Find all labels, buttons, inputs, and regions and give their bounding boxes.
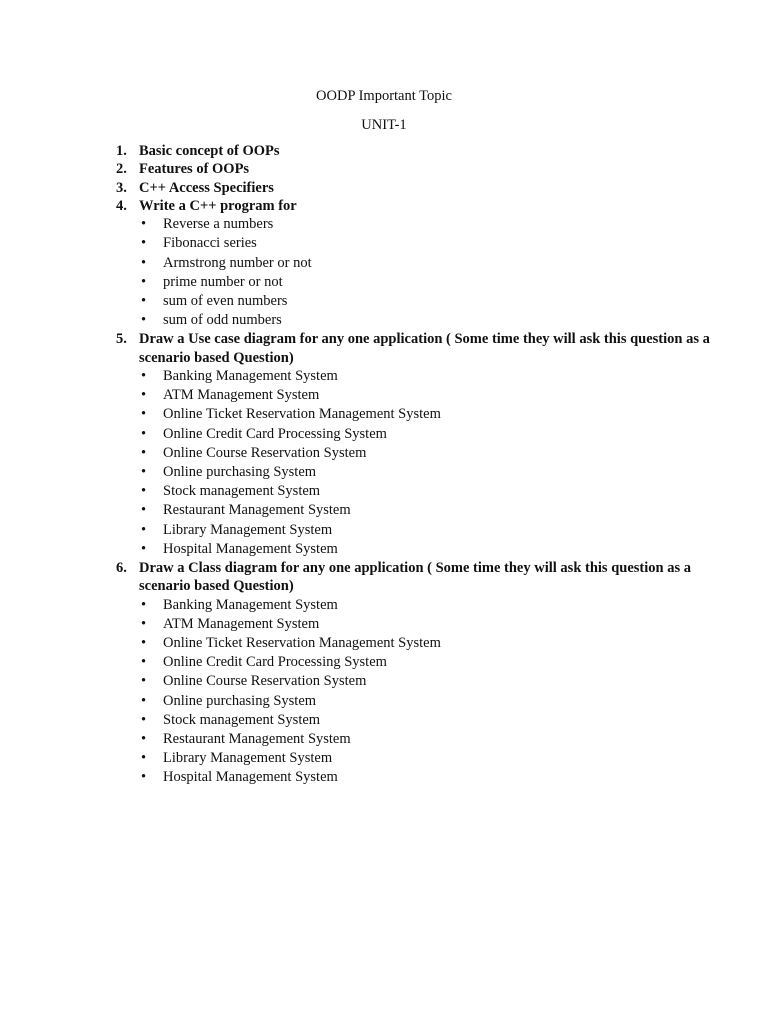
bullet-icon: •	[141, 406, 147, 423]
unit-heading: UNIT-1	[361, 117, 407, 133]
subtopic-item	[139, 521, 716, 540]
topic-text: Write a C++ program for	[139, 197, 297, 214]
bullet-icon: •	[141, 464, 147, 481]
bullet-icon: •	[141, 731, 147, 748]
bullet-icon: •	[141, 521, 147, 538]
bullet-icon: •	[141, 216, 147, 233]
subtopic-item	[139, 672, 716, 691]
bullet-icon: •	[141, 483, 147, 500]
subtopic-text: Hospital Management System	[163, 769, 338, 786]
subtopic-text: sum of even numbers	[163, 293, 288, 309]
bullet-icon: •	[141, 502, 147, 519]
bullet-icon: •	[141, 293, 147, 309]
topic-number: 6.	[116, 560, 127, 577]
subtopic-item	[139, 615, 716, 634]
bullet-icon: •	[141, 692, 147, 709]
subtopic-text: Fibonacci series	[163, 235, 257, 252]
bullet-icon: •	[141, 635, 147, 652]
bullet-icon: •	[141, 444, 147, 461]
subtopic-text: Banking Management System	[163, 368, 338, 384]
subtopic-text: Library Management System	[163, 750, 333, 767]
subtopic-item	[139, 386, 716, 405]
subtopic-item	[139, 692, 716, 711]
bullet-icon: •	[141, 615, 147, 632]
subtopic-text: prime number or not	[163, 273, 283, 290]
topic-item	[116, 160, 716, 178]
document-title: OODP Important Topic	[316, 88, 452, 104]
subtopic-text: sum of odd numbers	[163, 312, 282, 329]
bullet-icon: •	[141, 368, 147, 384]
subtopic-item	[139, 254, 716, 273]
bullet-icon: •	[141, 235, 147, 252]
subtopic-text: Online Ticket Reservation Management System	[163, 635, 441, 652]
topic-list	[116, 142, 716, 788]
subtopic-text: Online Credit Card Processing System	[163, 425, 387, 442]
subtopic-item	[139, 482, 716, 501]
bullet-icon: •	[141, 750, 147, 767]
subtopic-item	[139, 653, 716, 672]
subtopic-text: ATM Management System	[163, 387, 320, 404]
bullet-icon: •	[141, 540, 147, 557]
topic-item	[116, 179, 716, 197]
subtopic-item	[139, 234, 716, 253]
subtopic-text: Library Management System	[163, 521, 333, 538]
topic-text: C++ Access Specifiers	[139, 179, 274, 196]
subtopic-item	[139, 292, 716, 311]
subtopic-item	[139, 540, 716, 559]
subtopic-item	[139, 311, 716, 330]
subtopic-item	[139, 405, 716, 424]
subtopic-text: Online purchasing System	[163, 692, 317, 709]
topic-text: Draw a Use case diagram for any one application ( Some time they will ask this question as a scenario based Question)	[139, 331, 710, 366]
bullet-icon: •	[141, 654, 147, 671]
topic-item	[116, 142, 716, 160]
subtopic-text: Banking Management System	[163, 596, 338, 613]
topic-text: Features of OOPs	[139, 161, 250, 178]
topic-item	[116, 330, 716, 559]
subtopic-text: Online purchasing System	[163, 464, 317, 481]
subtopic-text: Reverse a numbers	[163, 216, 274, 233]
topic-number: 2.	[116, 161, 127, 178]
subtopic-item	[139, 273, 716, 292]
bullet-icon: •	[141, 596, 147, 613]
subtopic-text: Restaurant Management System	[163, 731, 351, 748]
subtopic-text: Stock management System	[163, 711, 321, 728]
topic-number: 3.	[116, 179, 127, 196]
subtopic-item	[139, 444, 716, 463]
subtopic-item	[139, 215, 716, 234]
subtopic-item	[139, 425, 716, 444]
subtopic-list	[139, 367, 716, 559]
bullet-icon: •	[141, 711, 147, 728]
subtopic-item	[139, 768, 716, 787]
subtopic-item	[139, 463, 716, 482]
bullet-icon: •	[141, 254, 147, 271]
subtopic-text: Restaurant Management System	[163, 502, 351, 519]
subtopic-text: Armstrong number or not	[163, 254, 312, 271]
subtopic-text: Online Course Reservation System	[163, 444, 367, 461]
subtopic-text: Online Course Reservation System	[163, 673, 367, 690]
subtopic-text: Online Ticket Reservation Management System	[163, 406, 441, 423]
subtopic-text: ATM Management System	[163, 615, 320, 632]
topic-item	[116, 559, 716, 788]
subtopic-list	[139, 215, 716, 330]
topic-number: 1.	[116, 143, 127, 159]
bullet-icon: •	[141, 273, 147, 290]
topic-item	[116, 197, 716, 331]
subtopic-item	[139, 749, 716, 768]
subtopic-item	[139, 711, 716, 730]
subtopic-item	[139, 730, 716, 749]
bullet-icon: •	[141, 769, 147, 786]
bullet-icon: •	[141, 673, 147, 690]
bullet-icon: •	[141, 425, 147, 442]
subtopic-text: Online Credit Card Processing System	[163, 654, 387, 671]
topic-number: 4.	[116, 197, 127, 214]
subtopic-text: Hospital Management System	[163, 540, 338, 557]
subtopic-item	[139, 596, 716, 615]
subtopic-item	[139, 367, 716, 386]
subtopic-item	[139, 634, 716, 653]
subtopic-item	[139, 501, 716, 520]
bullet-icon: •	[141, 312, 147, 329]
topic-number: 5.	[116, 331, 127, 348]
subtopic-list	[139, 596, 716, 788]
topic-text: Basic concept of OOPs	[139, 143, 280, 159]
subtopic-text: Stock management System	[163, 483, 321, 500]
topic-text: Draw a Class diagram for any one application ( Some time they will ask this question as a scenario based Question)	[139, 560, 691, 595]
bullet-icon: •	[141, 387, 147, 404]
